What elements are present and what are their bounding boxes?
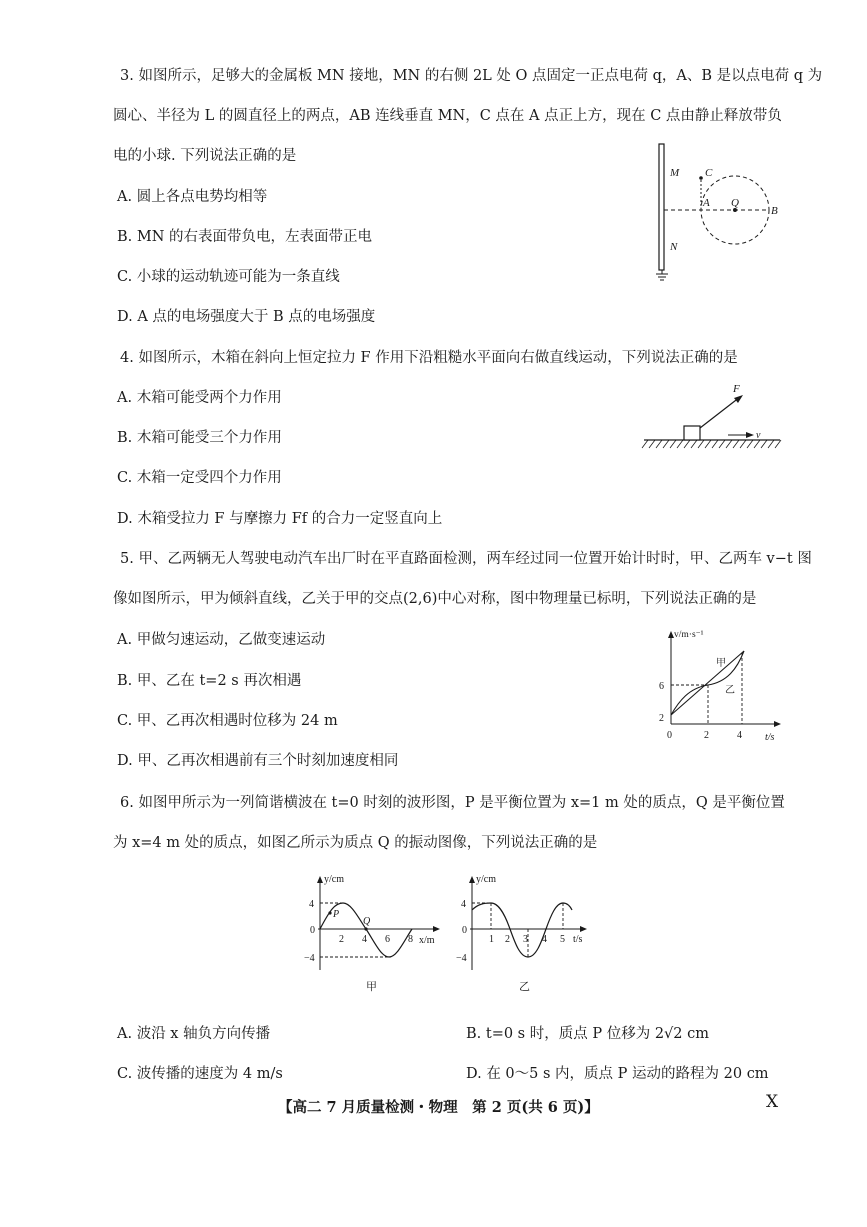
label-p: P — [333, 909, 340, 920]
q4-option-c: C. 木箱一定受四个力作用 — [117, 470, 282, 486]
ytick-2: 2 — [659, 713, 664, 724]
q5-option-c: C. 甲、乙再次相遇时位移为 24 m — [117, 713, 338, 729]
label-c: C — [705, 167, 713, 179]
version-mark: X — [766, 1092, 779, 1112]
ytick-neg4: −4 — [456, 953, 467, 964]
q6-option-d: D. 在 0～5 s 内，质点 P 运动的路程为 20 cm — [466, 1066, 769, 1082]
xtick-4: 4 — [542, 934, 547, 945]
q4-option-a: A. 木箱可能受两个力作用 — [117, 390, 282, 406]
xtick-8: 8 — [408, 934, 413, 945]
xtick-2: 2 — [339, 934, 344, 945]
q3-option-d: D. A 点的电场强度大于 B 点的电场强度 — [117, 309, 376, 325]
q3-line-3: 电的小球. 下列说法正确的是 — [113, 148, 297, 164]
xtick-4: 4 — [362, 934, 367, 945]
ytick-0: 0 — [310, 925, 315, 936]
q3-figure — [640, 140, 800, 285]
xtick-0: 0 — [667, 730, 672, 741]
ytick-neg4: −4 — [304, 953, 315, 964]
ytick-4: 4 — [309, 899, 314, 910]
xlabel: x/m — [419, 935, 435, 946]
q3-line-1: 3. 如图所示，足够大的金属板 MN 接地，MN 的右侧 2L 处 O 点固定一正点电荷 q，A、B 是以点电荷 q 为 — [120, 68, 823, 84]
xtick-6: 6 — [385, 934, 390, 945]
q5-line-1: 5. 甲、乙两辆无人驾驶电动汽车出厂时在平直路面检测，两车经过同一位置开始计时时，甲、乙两车 v−t 图 — [120, 551, 812, 567]
label-a: A — [703, 197, 710, 209]
q5-line-2: 像如图所示，甲为倾斜直线，乙关于甲的交点(2,6)中心对称，图中物理量已标明，下列说法正确的是 — [113, 591, 757, 607]
q3-option-a: A. 圆上各点电势均相等 — [117, 189, 268, 205]
q3-option-c: C. 小球的运动轨迹可能为一条直线 — [117, 269, 340, 285]
label-jia: 甲 — [716, 658, 726, 669]
q6-option-a: A. 波沿 x 轴负方向传播 — [117, 1026, 271, 1042]
xtick-3: 3 — [523, 934, 528, 945]
q5-figure — [655, 623, 785, 745]
label-q: Q — [731, 197, 739, 209]
series-jia — [671, 651, 744, 715]
ytick-4: 4 — [461, 899, 466, 910]
q4-line-1: 4. 如图所示，木箱在斜向上恒定拉力 F 作用下沿粗糙水平面向右做直线运动，下列说法正确的是 — [120, 350, 738, 366]
xtick-2: 2 — [704, 730, 709, 741]
vibration-curve — [472, 903, 572, 957]
xlabel: t/s — [573, 934, 583, 945]
label-b: B — [771, 205, 778, 217]
page-footer: 【高二 7 月质量检测・物理 第 2 页(共 6 页)】 — [278, 1099, 599, 1116]
xtick-2: 2 — [505, 934, 510, 945]
q6-figure-yi — [453, 870, 593, 995]
q4-option-b: B. 木箱可能受三个力作用 — [117, 430, 282, 446]
q6-option-b: B. t=0 s 时，质点 P 位移为 2√2 cm — [466, 1026, 709, 1042]
ylabel: v/m·s⁻¹ — [674, 630, 704, 640]
q5-option-d: D. 甲、乙再次相遇前有三个时刻加速度相同 — [117, 753, 399, 769]
label-yi: 乙 — [725, 685, 735, 696]
q6-line-2: 为 x=4 m 处的质点，如图乙所示为质点 Q 的振动图像，下列说法正确的是 — [113, 835, 598, 851]
label-n: N — [670, 241, 678, 253]
ytick-0: 0 — [462, 925, 467, 936]
xtick-5: 5 — [560, 934, 565, 945]
caption-yi: 乙 — [519, 981, 530, 993]
point-p — [328, 911, 331, 914]
xtick-4: 4 — [737, 730, 742, 741]
q6-line-1: 6. 如图甲所示为一列简谐横波在 t=0 时刻的波形图，P 是平衡位置为 x=1 m 处的质点，Q 是平衡位置 — [120, 795, 785, 811]
metal-plate-mn — [659, 144, 664, 270]
label-v: v — [756, 430, 761, 441]
point-c — [699, 176, 703, 180]
q3-option-b: B. MN 的右表面带负电，左表面带正电 — [117, 229, 373, 245]
ytick-6: 6 — [659, 681, 664, 692]
label-m: M — [670, 167, 680, 179]
force-f-arrow — [700, 397, 740, 428]
q5-option-b: B. 甲、乙在 t=2 s 再次相遇 — [117, 673, 302, 689]
q5-option-a: A. 甲做匀速运动，乙做变速运动 — [117, 632, 326, 648]
ylabel: y/cm — [476, 874, 496, 885]
q6-option-c: C. 波传播的速度为 4 m/s — [117, 1066, 283, 1082]
ylabel: y/cm — [324, 874, 344, 885]
xtick-1: 1 — [489, 934, 494, 945]
xlabel: t/s — [765, 732, 775, 743]
q6-figure-jia — [300, 870, 445, 995]
q4-option-d: D. 木箱受拉力 F 与摩擦力 Ff 的合力一定竖直向上 — [117, 511, 443, 527]
label-f: F — [733, 383, 740, 395]
label-q: Q — [363, 916, 371, 927]
caption-jia: 甲 — [366, 981, 377, 993]
q4-figure — [640, 378, 785, 458]
q3-line-2: 圆心、半径为 L 的圆直径上的两点，AB 连线垂直 MN，C 点在 A 点正上方，现在 C 点由静止释放带负 — [113, 108, 782, 124]
wooden-box — [684, 426, 700, 440]
point-q — [364, 927, 367, 930]
